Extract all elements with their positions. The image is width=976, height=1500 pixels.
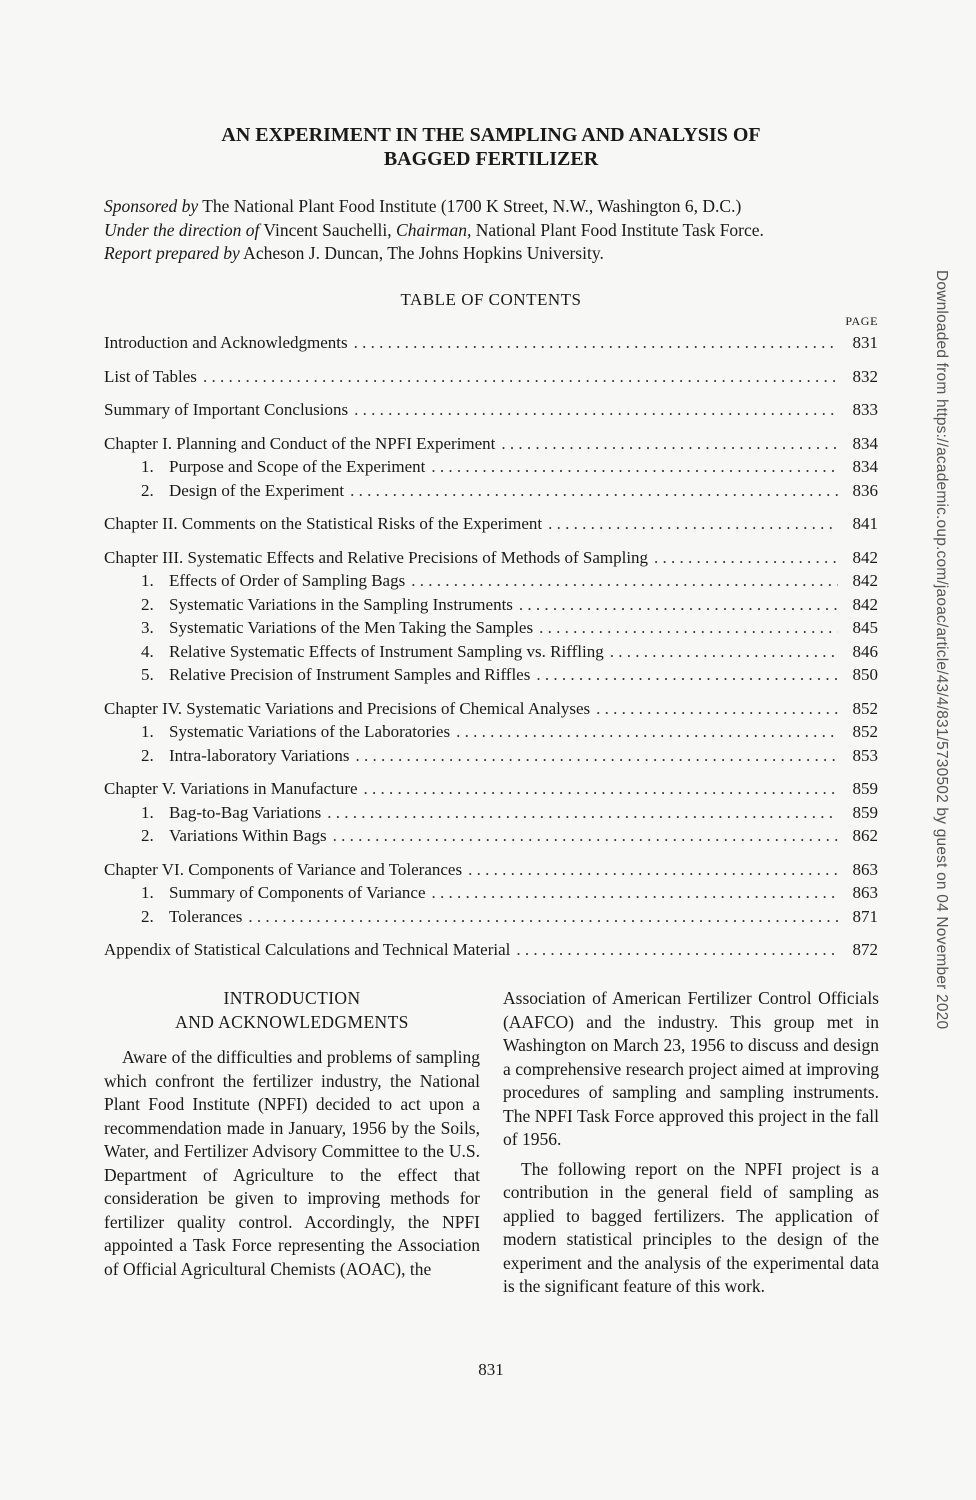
- toc-entry-page: 850: [852, 665, 878, 684]
- toc-entry-title: Systematic Variations in the Sampling Instruments: [169, 594, 513, 614]
- toc-entry-title: Chapter VI. Components of Variance and Tolerances: [104, 859, 463, 879]
- toc-leader-dots: [411, 569, 838, 593]
- toc-entry-title: Tolerances: [169, 906, 243, 926]
- toc-leader-dots: [468, 858, 838, 882]
- toc-leader-dots: [203, 365, 838, 389]
- toc-entry-page: 852: [852, 698, 878, 718]
- toc-entry-page: 862: [852, 826, 878, 845]
- toc-entry-number: 2.: [141, 480, 154, 500]
- toc-leader-dots: [516, 938, 838, 962]
- toc-entry-page: 853: [852, 745, 878, 765]
- toc-entry-page: 832: [852, 366, 878, 386]
- toc-entry-page: 836: [852, 480, 878, 500]
- toc-leader-dots: [350, 479, 838, 503]
- toc-entry: [104, 331, 878, 355]
- toc-subentry: [104, 593, 878, 617]
- toc-entry-title: Variations Within Bags: [169, 826, 327, 845]
- toc-entry-number: 1.: [141, 571, 154, 590]
- table-of-contents: [104, 331, 878, 972]
- toc-entry-page: 872: [852, 940, 878, 959]
- title-line-2: BAGGED FERTILIZER: [383, 148, 599, 170]
- toc-entry-title: Intra-laboratory Variations: [169, 745, 350, 765]
- toc-entry-page: 863: [852, 859, 878, 879]
- direction-line: Under the direction of Vincent Sauchelli, Chairman, National Plant Food Institute Task Force.: [104, 219, 764, 240]
- toc-entry-number: 4.: [141, 641, 154, 661]
- page-number: 831: [478, 1360, 504, 1379]
- toc-group: [104, 697, 878, 768]
- sponsor-line: Sponsored by The National Plant Food Institute (1700 K Street, N.W., Washington 6, D.C.): [104, 196, 742, 216]
- toc-entry-title: Bag-to-Bag Variations: [169, 802, 322, 822]
- watermark-text: Downloaded from https://academic.oup.com/jaoac/article/43/4/831/5730502 by guest on 04 November 2020: [933, 270, 950, 1030]
- toc-leader-dots: [654, 546, 838, 570]
- toc-entry-title: Relative Precision of Instrument Samples and Riffles: [169, 665, 531, 684]
- toc-entry-title: Systematic Variations of the Men Taking the Samples: [169, 618, 534, 637]
- toc-entry: [104, 432, 878, 456]
- toc-entry: [104, 365, 878, 389]
- intro-paragraph-3: The following report on the NPFI project is a contribution in the general field of sampling as applied to bagged fertilizers. The application of modern statistical principles to the design of the experiment and the analysis of the experimental data is the significant feature of this work.: [503, 1158, 879, 1296]
- toc-leader-dots: [333, 824, 838, 848]
- toc-entry-number: 5.: [141, 665, 154, 684]
- toc-leader-dots: [610, 640, 838, 664]
- toc-group: [104, 398, 878, 422]
- intro-paragraph-2: Association of American Fertilizer Control Officials (AAFCO) and the industry. This group met in Washington on March 23, 1956 to discuss and design a comprehensive research project aimed at improving procedures of sampling and sampling instruments. The NPFI Task Force approved this project in the fall of 1956.: [503, 988, 879, 1149]
- toc-subentry: [104, 905, 878, 929]
- toc-subentry: [104, 881, 878, 905]
- intro-paragraph-1: Aware of the difficulties and problems of sampling which confront the fertilizer industry, the National Plant Food Institute (NPFI) decided to act upon a recommendation made in January, 1956 by the Soils, Water, and Fertilizer Advisory Committee to the U.S. Department of Agriculture to the effect that consideration be given to improving methods for fertilizer quality control. Accordingly, the NPFI appointed a Task Force representing the Association of Official Agricultural Chemists (AOAC), the: [104, 1047, 480, 1279]
- right-column: [503, 987, 879, 1305]
- toc-entry-page: 831: [852, 333, 878, 352]
- toc-entry-title: Design of the Experiment: [169, 480, 345, 500]
- toc-group: [104, 938, 878, 962]
- toc-entry-number: 3.: [141, 618, 154, 637]
- toc-group: [104, 432, 878, 503]
- toc-entry-number: 1.: [141, 457, 154, 476]
- toc-leader-dots: [431, 455, 838, 479]
- toc-subentry: [104, 455, 878, 479]
- toc-leader-dots: [548, 512, 838, 536]
- toc-group: [104, 777, 878, 848]
- toc-entry: [104, 546, 878, 570]
- toc-page-column-label: PAGE: [845, 314, 878, 328]
- toc-subentry: [104, 801, 878, 825]
- toc-entry-page: 852: [852, 722, 878, 741]
- toc-entry-title: Effects of Order of Sampling Bags: [169, 571, 406, 590]
- toc-entry-page: 834: [852, 433, 878, 453]
- toc-subentry: [104, 824, 878, 848]
- toc-entry-number: 1.: [141, 883, 154, 902]
- toc-subentry: [104, 720, 878, 744]
- prepared-by-line: Report prepared by Acheson J. Duncan, The Johns Hopkins University.: [104, 243, 604, 263]
- toc-leader-dots: [519, 593, 838, 617]
- toc-entry-title: Chapter III. Systematic Effects and Relative Precisions of Methods of Sampling: [104, 547, 649, 567]
- toc-group: [104, 546, 878, 687]
- toc-subentry: [104, 640, 878, 664]
- toc-entry-title: Appendix of Statistical Calculations and Technical Material: [104, 940, 511, 959]
- toc-group: [104, 858, 878, 929]
- toc-entry-title: Systematic Variations of the Laboratories: [169, 722, 451, 741]
- toc-subentry: [104, 479, 878, 503]
- toc-leader-dots: [364, 777, 838, 801]
- toc-entry-title: Chapter IV. Systematic Variations and Precisions of Chemical Analyses: [104, 698, 591, 718]
- toc-entry: [104, 398, 878, 422]
- toc-entry-number: 2.: [141, 906, 154, 926]
- toc-entry-page: 845: [852, 618, 878, 637]
- toc-entry-title: Summary of Important Conclusions: [104, 400, 349, 419]
- article-title: [104, 123, 878, 171]
- toc-leader-dots: [596, 697, 838, 721]
- toc-group: [104, 365, 878, 389]
- toc-entry-title: List of Tables: [104, 366, 197, 386]
- toc-entry-title: Chapter V. Variations in Manufacture: [104, 779, 358, 798]
- toc-subentry: [104, 663, 878, 687]
- toc-entry-page: 863: [852, 883, 878, 902]
- toc-entry-title: Chapter II. Comments on the Statistical Risks of the Experiment: [104, 514, 543, 533]
- toc-entry-title: Summary of Components of Variance: [169, 883, 426, 902]
- toc-entry-number: 1.: [141, 802, 154, 822]
- toc-entry-number: 1.: [141, 722, 154, 741]
- toc-leader-dots: [354, 398, 838, 422]
- toc-leader-dots: [501, 432, 838, 456]
- toc-entry-page: 846: [852, 641, 878, 661]
- toc-leader-dots: [355, 744, 838, 768]
- toc-leader-dots: [536, 663, 838, 687]
- toc-group: [104, 331, 878, 355]
- toc-subentry: [104, 569, 878, 593]
- toc-entry-page: 871: [852, 906, 878, 926]
- toc-leader-dots: [327, 801, 838, 825]
- toc-entry-title: Purpose and Scope of the Experiment: [169, 457, 426, 476]
- introduction-heading: INTRODUCTION AND ACKNOWLEDGMENTS: [175, 988, 409, 1032]
- toc-leader-dots: [354, 331, 838, 355]
- toc-entry-number: 2.: [141, 745, 154, 765]
- toc-entry-page: 842: [852, 571, 878, 590]
- toc-entry-title: Relative Systematic Effects of Instrument Sampling vs. Riffling: [169, 641, 604, 661]
- toc-leader-dots: [456, 720, 838, 744]
- toc-leader-dots: [432, 881, 838, 905]
- toc-entry-number: 2.: [141, 826, 154, 845]
- toc-entry-number: 2.: [141, 594, 154, 614]
- toc-entry-title: Introduction and Acknowledgments: [104, 333, 348, 352]
- toc-entry: [104, 512, 878, 536]
- toc-subentry: [104, 744, 878, 768]
- toc-entry: [104, 858, 878, 882]
- toc-group: [104, 512, 878, 536]
- toc-entry-page: 842: [852, 594, 878, 614]
- toc-entry-page: 859: [852, 802, 878, 822]
- toc-leader-dots: [539, 616, 838, 640]
- toc-leader-dots: [248, 905, 838, 929]
- left-column: [104, 987, 480, 1287]
- download-watermark: [933, 270, 960, 1150]
- toc-entry-page: 859: [852, 779, 878, 798]
- toc-entry-page: 841: [852, 514, 878, 533]
- toc-entry-page: 842: [852, 547, 878, 567]
- toc-entry: [104, 777, 878, 801]
- toc-heading: TABLE OF CONTENTS: [400, 290, 582, 309]
- toc-entry-page: 834: [852, 457, 878, 476]
- sponsorship-block: [104, 195, 894, 266]
- toc-entry: [104, 697, 878, 721]
- toc-subentry: [104, 616, 878, 640]
- title-line-1: AN EXPERIMENT IN THE SAMPLING AND ANALYSIS OF: [221, 124, 761, 146]
- toc-entry: [104, 938, 878, 962]
- toc-entry-title: Chapter I. Planning and Conduct of the NPFI Experiment: [104, 433, 496, 453]
- toc-entry-page: 833: [852, 400, 878, 419]
